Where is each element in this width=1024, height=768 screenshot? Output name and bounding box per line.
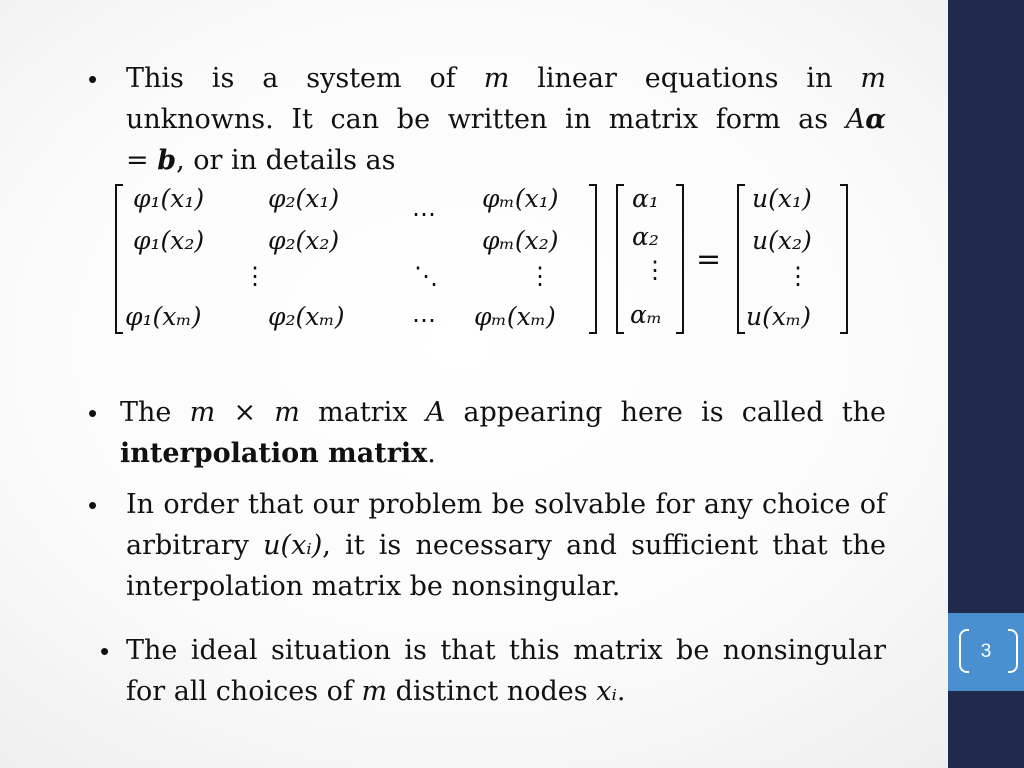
bullet-3-text bbox=[126, 484, 886, 607]
bullet-1-line-1 bbox=[126, 58, 886, 99]
ddots: ⋱ bbox=[414, 262, 438, 290]
math-m: m bbox=[361, 676, 388, 707]
u-left-bracket bbox=[737, 184, 745, 334]
math-xi: xᵢ bbox=[596, 676, 617, 707]
text-span: distinct nodes bbox=[387, 676, 597, 707]
u-cell: u(xₘ) bbox=[746, 302, 812, 331]
alpha-cell: α₂ bbox=[632, 222, 659, 251]
matrix-cell: φₘ(xₘ) bbox=[474, 302, 556, 331]
term-interpolation-matrix: interpolation matrix bbox=[120, 438, 428, 469]
times-sign: × bbox=[215, 397, 275, 428]
text-span: , it is necessary and sufficient that the interpolation matrix be nonsingular. bbox=[126, 530, 886, 602]
bullet-2-line-2 bbox=[120, 433, 886, 474]
bullet-2-text bbox=[120, 392, 886, 474]
matrix-cell: φ₂(x₁) bbox=[268, 184, 340, 213]
equals-sign: = bbox=[696, 242, 722, 277]
bullet-1-text bbox=[126, 58, 886, 181]
matrix-cell: φₘ(x₂) bbox=[482, 226, 559, 255]
bullet-4-glyph: • bbox=[100, 636, 110, 666]
u-cell: u(x₂) bbox=[752, 226, 812, 255]
bullet-2-line-1 bbox=[120, 392, 886, 433]
matrix-cell: φₘ(x₁) bbox=[482, 184, 559, 213]
bullet-3-glyph: • bbox=[88, 490, 98, 520]
alpha-cell: α₁ bbox=[632, 184, 659, 213]
text-span: This is a system of bbox=[126, 63, 484, 94]
vdots: ⋮ bbox=[786, 262, 810, 290]
math-m: m bbox=[189, 397, 216, 428]
u-right-bracket bbox=[840, 184, 848, 334]
bullet-2-glyph: • bbox=[88, 398, 98, 428]
matrix-cell: φ₂(x₂) bbox=[268, 226, 340, 255]
u-cell: u(x₁) bbox=[752, 184, 812, 213]
matrix-A-left-bracket bbox=[115, 184, 123, 334]
hdots: ⋯ bbox=[412, 200, 436, 228]
vdots: ⋮ bbox=[243, 262, 267, 290]
text-span: The ideal situation is that this matrix be nonsingular for all choices of bbox=[126, 635, 886, 707]
text-span: linear equations in bbox=[509, 63, 861, 94]
matrix-cell: φ₁(x₁) bbox=[133, 184, 205, 213]
text-span: appearing here is called the bbox=[445, 397, 886, 428]
alpha-right-bracket bbox=[676, 184, 684, 334]
alpha-cell: αₘ bbox=[630, 300, 663, 329]
bullet-4-text bbox=[126, 630, 886, 712]
page-number: 3 bbox=[980, 641, 992, 662]
text-span: In order that our problem be solvable for any choice of arbitrary bbox=[126, 489, 886, 561]
hdots: ⋯ bbox=[412, 306, 436, 334]
bullet-1-glyph: • bbox=[88, 64, 98, 94]
math-b-vector: b bbox=[157, 145, 177, 176]
bullet-1-line-3 bbox=[126, 140, 886, 181]
math-A: A bbox=[845, 104, 866, 135]
math-u-xi: u(xᵢ) bbox=[263, 530, 323, 561]
text-span: . bbox=[616, 676, 626, 707]
math-m: m bbox=[860, 63, 886, 94]
matrix-cell: φ₂(xₘ) bbox=[268, 302, 345, 331]
text-span: . bbox=[427, 438, 436, 469]
math-A: A bbox=[425, 397, 446, 428]
matrix-A-right-bracket bbox=[589, 184, 597, 334]
matrix-cell: φ₁(xₘ) bbox=[125, 302, 202, 331]
math-m: m bbox=[483, 63, 510, 94]
text-span: unknowns. It can be written in matrix form as bbox=[126, 104, 846, 135]
alpha-left-bracket bbox=[616, 184, 624, 334]
vdots: ⋮ bbox=[643, 256, 667, 284]
vdots: ⋮ bbox=[528, 262, 552, 290]
page-number-box bbox=[948, 613, 1024, 691]
equals-sign: = bbox=[126, 145, 158, 176]
text-span: The bbox=[120, 397, 190, 428]
matrix-cell: φ₁(x₂) bbox=[133, 226, 205, 255]
text-span: matrix bbox=[299, 397, 426, 428]
bullet-1-line-2 bbox=[126, 99, 886, 140]
math-m: m bbox=[274, 397, 300, 428]
text-span: , or in details as bbox=[176, 145, 396, 176]
math-alpha-vector: α bbox=[865, 104, 886, 135]
